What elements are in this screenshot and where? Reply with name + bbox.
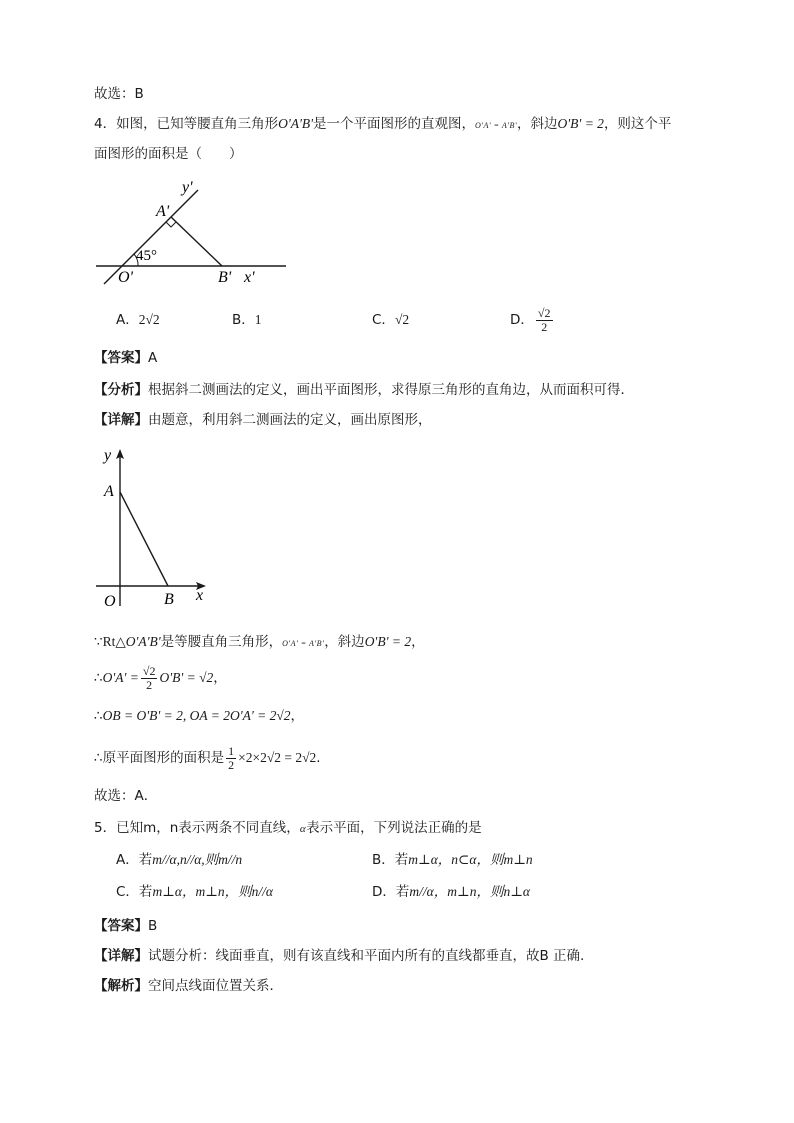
q4-stem-line2-text: 面图形的面积是（ ）	[94, 146, 243, 162]
label-45-degrees: 45°	[136, 248, 157, 264]
q5-parse-text: 空间点线面位置关系．	[148, 978, 283, 994]
q4-step-1-text2: ，斜边	[324, 634, 365, 650]
q4-option-a-label: A．	[116, 312, 139, 328]
q4-step-4-fraction	[226, 745, 236, 772]
q4-triangle-name: O'A'B'	[278, 116, 313, 131]
q5-detail-line	[94, 946, 584, 966]
q4-step-3-prefix: ∴	[94, 708, 103, 724]
q4-original-figure	[94, 444, 224, 614]
label-o-prime: O'	[118, 269, 133, 286]
q4-step-2	[94, 660, 227, 696]
q4-option-a	[116, 310, 160, 330]
q4-step-1	[94, 632, 425, 654]
q5-option-c-label: C．若	[116, 884, 153, 900]
q4-condition: O'A' = A'B'	[475, 121, 518, 130]
q4-step-1-end: ，	[411, 634, 425, 650]
q4-option-c	[372, 310, 409, 330]
q5-alpha: α	[299, 823, 307, 835]
q4-option-a-value: 2√2	[138, 312, 160, 327]
q5-option-d-expression: m//α，m⊥n，则n⊥α	[409, 884, 530, 899]
right-angle-mark	[166, 222, 176, 227]
q5-option-a-expression: m//α,n//α,则m//n	[152, 852, 243, 867]
q5-option-c	[116, 882, 273, 902]
q5-option-b	[372, 850, 533, 870]
q5-answer-value: B	[148, 918, 158, 934]
q5-option-d-label: D．若	[372, 884, 410, 900]
q4-step-2-fraction	[141, 665, 158, 692]
q5-option-a	[116, 850, 242, 870]
q5-parse-tag: 【解析】	[94, 978, 148, 994]
q4-option-b-value: 1	[254, 312, 262, 327]
q4-step-2-rhs: O'B' = √2	[159, 670, 214, 685]
q4-step-3-expression: OB = O'B' = 2, OA = 2O'A' = 2√2	[102, 708, 291, 723]
q4-step-2-prefix: ∴	[94, 670, 103, 686]
label-x: x	[196, 587, 204, 604]
q4-stem-part-b: 是一个平面图形的直观图，	[313, 116, 475, 132]
q5-option-b-expression: m⊥α，n⊂α，则m⊥n	[408, 852, 533, 867]
q4-detail-tag: 【详解】	[94, 412, 148, 428]
q5-option-c-expression: m⊥α，m⊥n，则n//α	[152, 884, 274, 899]
q4-analysis-line	[94, 380, 634, 400]
q4-step-2-numerator: √2	[142, 663, 156, 678]
q5-detail-tag: 【详解】	[94, 948, 148, 964]
q5-number: 5．	[94, 820, 117, 836]
q4-option-c-value: √2	[394, 312, 410, 327]
q4-step-4-denominator: 2	[228, 757, 235, 772]
q4-final-text: 故选：A．	[94, 788, 158, 804]
q4-step-1-text: 是等腰直角三角形，	[160, 634, 283, 650]
q4-option-c-label: C．	[372, 312, 395, 328]
q4-step-2-denominator: 2	[146, 677, 153, 692]
q4-option-b	[232, 310, 262, 330]
q4-final-line	[94, 786, 157, 806]
q4-step-1-triangle: O'A'B'	[125, 634, 161, 649]
q4-answer-tag: 【答案】	[94, 350, 148, 366]
label-x-prime: x'	[244, 269, 255, 286]
q5-stem-part-a: 已知m，n表示两条不同直线，	[116, 820, 300, 836]
q4-step-1-prefix: ∵Rt△	[94, 634, 126, 649]
q5-option-b-label: B．若	[372, 852, 409, 868]
label-a: A	[104, 483, 114, 500]
q4-detail-line	[94, 410, 432, 430]
q4-step-3	[94, 706, 304, 726]
q4-step-4-prefix: ∴原平面图形的面积是	[94, 750, 225, 766]
q4-stem-part-a: 如图，已知等腰直角三角形	[116, 116, 279, 132]
q4-step-1-condition: O'A' = A'B'	[282, 639, 325, 648]
q4-step-2-lhs: O'A' =	[102, 670, 139, 685]
q4-hypotenuse: O'B' = 2	[557, 116, 604, 131]
q4-oblique-figure	[94, 174, 294, 294]
q4-stem-part-d: ，则这个平	[603, 116, 672, 132]
label-y-prime: y'	[182, 179, 193, 196]
q4-step-3-end: ，	[290, 708, 304, 724]
q4-step-4	[94, 740, 321, 776]
previous-answer-text: 故选：B	[94, 86, 144, 102]
q4-analysis-tag: 【分析】	[94, 382, 148, 398]
q4-option-d-fraction	[536, 307, 553, 334]
q4-step-2-end: ，	[213, 670, 227, 686]
label-a-prime: A'	[156, 203, 170, 220]
label-b: B	[164, 591, 174, 608]
q4-step-4-end: .	[316, 750, 321, 766]
q5-stem-part-b: 表示平面，下列说法正确的是	[306, 820, 482, 836]
q5-detail-text: 试题分析：线面垂直，则有该直线和平面内所有的直线都垂直，故B 正确.	[148, 948, 585, 964]
previous-answer-line	[94, 84, 144, 104]
q4-option-d-label: D．	[510, 312, 534, 328]
label-o: O	[104, 593, 116, 610]
segment-a-b	[171, 217, 222, 266]
label-y: y	[104, 447, 112, 464]
q4-step-4-numerator: 1	[228, 743, 235, 758]
segment-a-b-original	[120, 492, 168, 586]
q4-answer-value: A	[148, 350, 158, 366]
q5-stem	[94, 818, 482, 839]
q4-step-1-hypotenuse: O'B' = 2	[364, 634, 412, 649]
q4-option-d-numerator: √2	[537, 305, 551, 320]
q5-option-d	[372, 882, 530, 902]
q4-stem-line2	[94, 144, 243, 164]
q4-stem-part-c: ，斜边	[517, 116, 558, 132]
q4-option-b-label: B．	[232, 312, 255, 328]
q4-answer-line	[94, 348, 157, 368]
label-b-prime: B'	[218, 269, 232, 286]
q4-detail-text: 由题意，利用斜二测画法的定义，画出原图形，	[148, 412, 432, 428]
q5-parse-line	[94, 976, 283, 996]
q4-analysis-text: 根据斜二测画法的定义，画出平面图形，求得原三角形的直角边，从而面积可得．	[148, 382, 634, 398]
q5-option-a-label: A．若	[116, 852, 153, 868]
q4-option-d	[510, 300, 555, 340]
q4-stem-line1	[94, 114, 671, 136]
q4-option-d-denominator: 2	[541, 319, 548, 334]
q4-number: 4．	[94, 116, 117, 132]
q4-step-4-expression: ×2×2√2 = 2√2	[238, 750, 317, 765]
q5-answer-line	[94, 916, 157, 936]
q5-answer-tag: 【答案】	[94, 918, 148, 934]
